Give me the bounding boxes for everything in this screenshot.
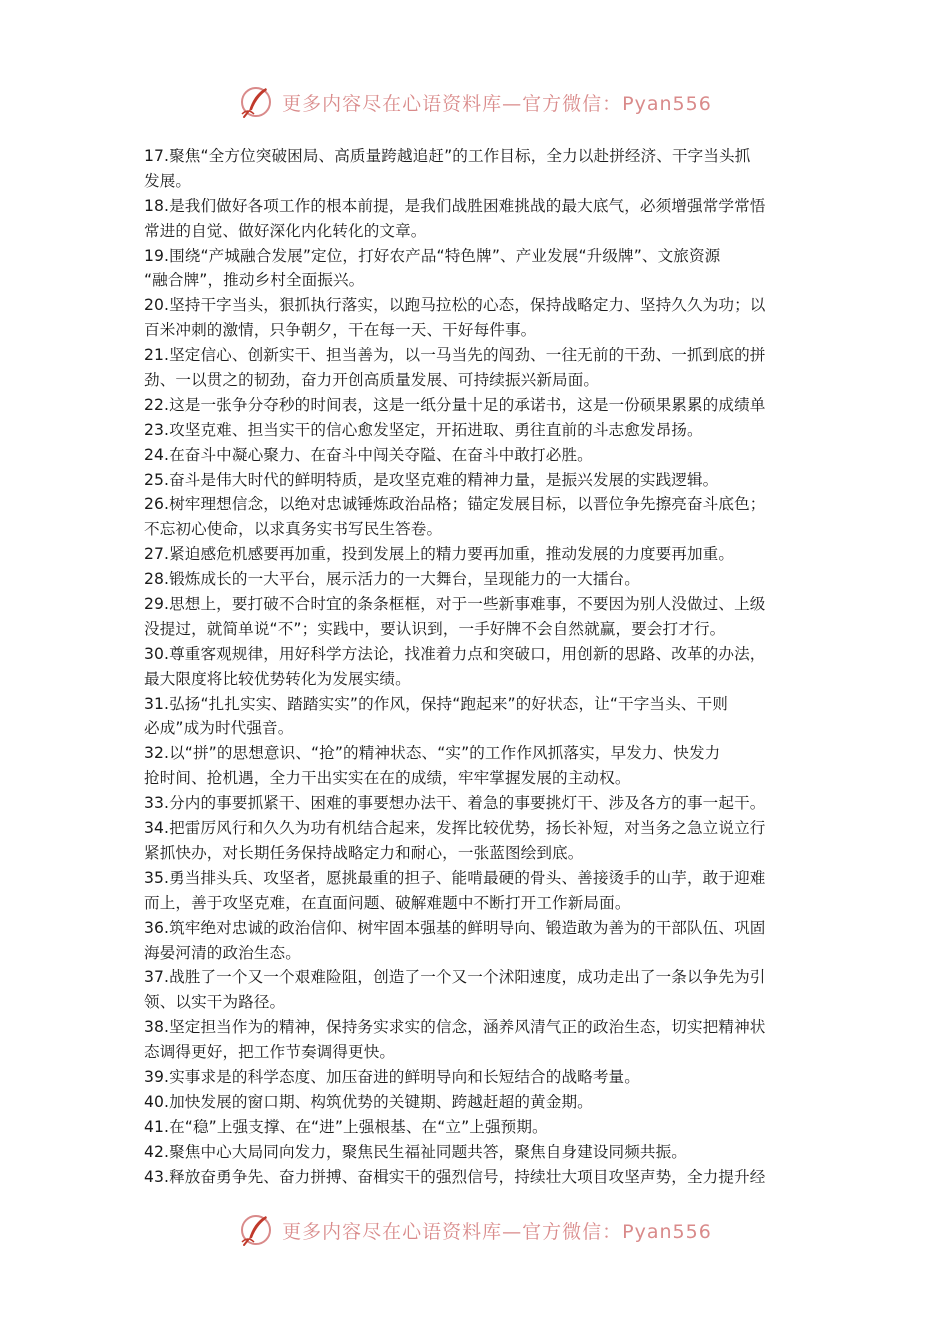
text-line: 24.在奋斗中凝心聚力、在奋斗中闯关夺隘、在奋斗中敢打必胜。 bbox=[144, 445, 593, 464]
text-line: 发展。 bbox=[144, 171, 192, 190]
text-line: 22.这是一张争分夺秒的时间表，这是一纸分量十足的承诺书，这是一份硕果累累的成绩单 bbox=[144, 395, 766, 414]
text-line: 不忘初心使命，以求真务实书写民生答卷。 bbox=[144, 520, 443, 539]
text-line: 35.勇当排头兵、攻坚者，愿挑最重的担子、能啃最硬的骨头、善接烫手的山芋，敢于迎难 bbox=[144, 868, 766, 887]
text-line: 29.思想上，要打破不合时宜的条条框框，对于一些新事难事，不要因为别人没做过、上级 bbox=[144, 595, 766, 614]
text-line: 33.分内的事要抓紧干、困难的事要想办法干、着急的事要挑灯干、涉及各方的事一起干。 bbox=[144, 794, 766, 813]
footer-banner bbox=[0, 1208, 950, 1252]
text-line: 28.锻炼成长的一大平台，展示活力的一大舞台，呈现能力的一大擂台。 bbox=[144, 570, 640, 589]
text-line: 32.以“拼”的思想意识、“抢”的精神状态、“实”的工作作风抓落实，早发力、快发力 bbox=[144, 744, 721, 763]
text-line: 43.释放奋勇争先、奋力拼搏、奋楫实干的强烈信号，持续壮大项目攻坚声势，全力提升经 bbox=[144, 1167, 766, 1186]
text-line: 23.攻坚克难、担当实干的信心愈发坚定，开拓进取、勇往直前的斗志愈发昂扬。 bbox=[144, 420, 703, 439]
quill-pen-logo-icon bbox=[238, 1212, 274, 1248]
text-line: 30.尊重客观规律，用好科学方法论，找准着力点和突破口，用创新的思路、改革的办法， bbox=[144, 644, 766, 663]
footer-banner-text: 更多内容尽在心语资料库—官方微信：Pyan556 bbox=[282, 1220, 712, 1243]
header-banner-text: 更多内容尽在心语资料库—官方微信：Pyan556 bbox=[282, 92, 712, 115]
footer-wechat-id: Pyan556 bbox=[622, 1220, 712, 1243]
text-line: 19.围绕“产城融合发展”定位，打好农产品“特色牌”、产业发展“升级牌”、文旅资源 bbox=[144, 246, 721, 265]
text-line: 36.筑牢绝对忠诚的政治信仰、树牢固本强基的鲜明导向、锻造敢为善为的干部队伍、巩固 bbox=[144, 918, 766, 937]
text-line: 27.紧迫感危机感要再加重，投到发展上的精力要再加重，推动发展的力度要再加重。 bbox=[144, 545, 735, 564]
text-line: “融合牌”，推动乡村全面振兴。 bbox=[144, 271, 365, 290]
text-line: 41.在“稳”上强支撑、在“进”上强根基、在“立”上强预期。 bbox=[144, 1117, 548, 1136]
header-wechat-id: Pyan556 bbox=[622, 92, 712, 115]
text-line: 没提过，就简单说“不”；实践中，要认识到，一手好牌不会自然就赢，要会打才行。 bbox=[144, 619, 726, 638]
text-line: 抢时间、抢机遇，全力干出实实在在的成绩，牢牢掌握发展的主动权。 bbox=[144, 769, 631, 788]
quill-pen-logo-icon bbox=[238, 84, 274, 120]
text-line: 37.战胜了一个又一个艰难险阻，创造了一个又一个沭阳速度，成功走出了一条以争先为引 bbox=[144, 968, 766, 987]
text-line: 20.坚持干字当头，狠抓执行落实，以跑马拉松的心态，保持战略定力、坚持久久为功；以 bbox=[144, 296, 766, 315]
text-line: 38.坚定担当作为的精神，保持务实求实的信念，涵养风清气正的政治生态，切实把精神状 bbox=[144, 1018, 766, 1037]
text-line: 17.聚焦“全方位突破困局、高质量跨越追赶”的工作目标，全力以赴拼经济、干字当头抓 bbox=[144, 147, 751, 165]
text-line: 18.是我们做好各项工作的根本前提，是我们战胜困难挑战的最大底气，必须增强常学常悟 bbox=[144, 196, 766, 215]
text-line: 必成”成为时代强音。 bbox=[144, 719, 294, 738]
text-line: 39.实事求是的科学态度、加压奋进的鲜明导向和长短结合的战略考量。 bbox=[144, 1067, 640, 1086]
text-line: 领、以实干为路径。 bbox=[144, 993, 286, 1012]
text-line: 25.奋斗是伟大时代的鲜明特质，是攻坚克难的精神力量，是振兴发展的实践逻辑。 bbox=[144, 470, 719, 489]
text-line: 34.把雷厉风行和久久为功有机结合起来，发挥比较优势，扬长补短，对当务之急立说立行 bbox=[144, 819, 766, 838]
text-line: 紧抓快办，对长期任务保持战略定力和耐心，一张蓝图绘到底。 bbox=[144, 843, 584, 862]
text-line: 劲、一以贯之的韧劲，奋力开创高质量发展、可持续振兴新局面。 bbox=[144, 371, 600, 390]
text-line: 31.弘扬“扎扎实实、踏踏实实”的作风，保持“跑起来”的好状态，让“干字当头、干则 bbox=[144, 694, 728, 713]
text-line: 常进的自觉、做好深化内化转化的文章。 bbox=[144, 221, 427, 240]
text-line: 而上，善于攻坚克难，在直面问题、破解难题中不断打开工作新局面。 bbox=[144, 893, 631, 912]
text-line: 最大限度将比较优势转化为发展实绩。 bbox=[144, 669, 411, 688]
header-banner bbox=[0, 80, 950, 124]
text-line: 26.树牢理想信念，以绝对忠诚锤炼政治品格；锚定发展目标，以晋位争先擦亮奋斗底色； bbox=[144, 495, 766, 514]
text-line: 40.加快发展的窗口期、构筑优势的关键期、跨越赶超的黄金期。 bbox=[144, 1092, 593, 1111]
text-line: 百米冲刺的激情，只争朝夕，干在每一天、干好每件事。 bbox=[144, 321, 537, 340]
text-line: 21.坚定信心、创新实干、担当善为，以一马当先的闯劲、一往无前的干劲、一抓到底的拼 bbox=[144, 346, 766, 365]
text-line: 态调得更好，把工作节奏调得更快。 bbox=[144, 1043, 396, 1062]
document-body bbox=[144, 144, 812, 1189]
text-line: 42.聚焦中心大局同向发力，聚焦民生福祉同题共答，聚焦自身建设同频共振。 bbox=[144, 1142, 687, 1161]
text-line: 海晏河清的政治生态。 bbox=[144, 943, 301, 962]
